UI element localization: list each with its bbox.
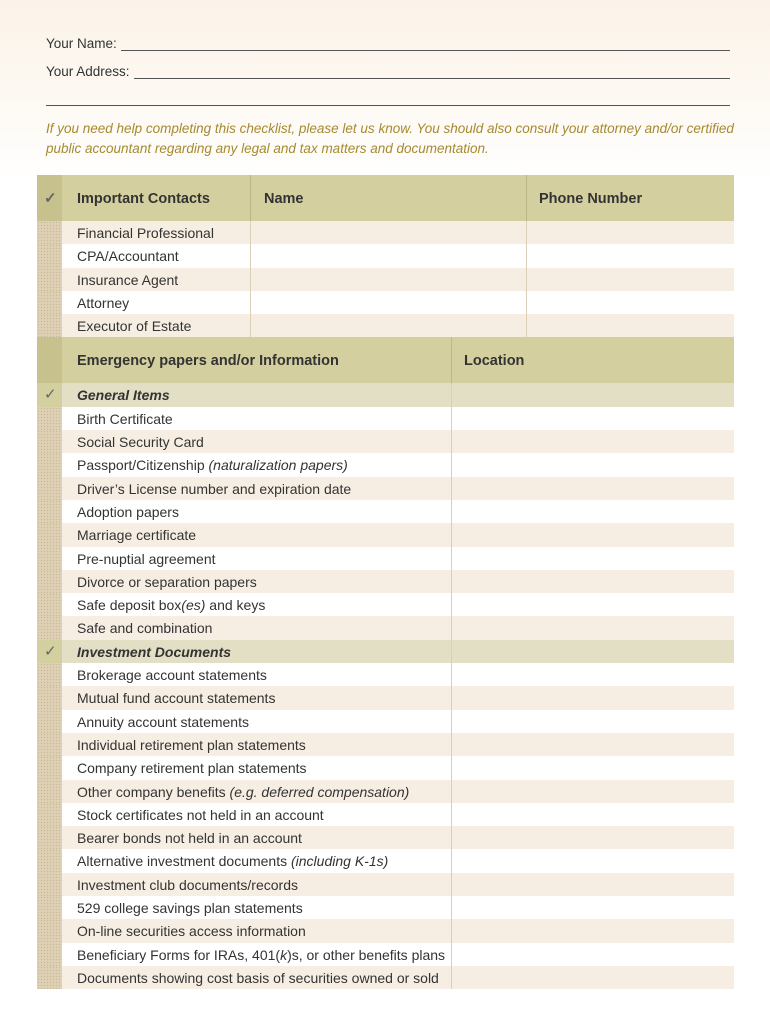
list-item[interactable]: Social Security Card	[37, 430, 734, 453]
check-box[interactable]	[37, 780, 62, 803]
check-box[interactable]	[37, 477, 62, 500]
check-icon: ✓	[44, 190, 57, 207]
check-box[interactable]	[37, 663, 62, 686]
list-item[interactable]: Bearer bonds not held in an account	[37, 826, 734, 849]
contact-row[interactable]	[37, 221, 734, 244]
your-address-label: Your Address:	[46, 64, 130, 79]
your-name-field[interactable]	[46, 36, 730, 51]
check-box[interactable]	[37, 547, 62, 570]
check-box[interactable]	[37, 943, 62, 966]
contact-label: Insurance Agent	[77, 271, 179, 288]
check-box[interactable]	[37, 873, 62, 896]
check-box[interactable]	[37, 919, 62, 942]
check-box[interactable]	[37, 244, 62, 267]
list-item[interactable]: 529 college savings plan statements	[37, 896, 734, 919]
contact-label: Executor of Estate	[77, 318, 192, 335]
list-item[interactable]: Adoption papers	[37, 500, 734, 523]
check-box[interactable]	[37, 733, 62, 756]
check-box[interactable]	[37, 314, 62, 337]
check-box[interactable]	[37, 430, 62, 453]
header-important-contacts: Important Contacts	[77, 191, 210, 207]
check-box[interactable]	[37, 756, 62, 779]
your-address-line[interactable]	[134, 66, 730, 79]
list-item[interactable]: Annuity account statements	[37, 710, 734, 733]
list-item[interactable]: Documents showing cost basis of securities owned or sold	[37, 966, 734, 989]
your-name-line[interactable]	[121, 38, 730, 51]
list-item[interactable]: Stock certificates not held in an account	[37, 803, 734, 826]
check-box[interactable]	[37, 826, 62, 849]
list-item[interactable]: Marriage certificate	[37, 523, 734, 546]
list-item[interactable]: Individual retirement plan statements	[37, 733, 734, 756]
header-name: Name	[264, 191, 304, 207]
check-icon: ✓	[44, 642, 57, 660]
section-title: General Items	[77, 387, 170, 404]
check-box[interactable]	[37, 291, 62, 314]
contact-row[interactable]	[37, 268, 734, 291]
section-general-items	[37, 383, 734, 406]
check-box[interactable]	[37, 593, 62, 616]
list-item[interactable]: Alternative investment documents (including K-1s)	[37, 849, 734, 872]
contact-label: Financial Professional	[77, 225, 214, 241]
intro-text: If you need help completing this checklist, please let us know. You should also consult your attorney and/or certified public accountant regarding any legal and tax matters and documentation.	[46, 121, 734, 156]
your-address-field[interactable]	[46, 64, 730, 79]
check-box[interactable]	[37, 570, 62, 593]
list-item[interactable]: Pre-nuptial agreement	[37, 547, 734, 570]
contact-row[interactable]	[37, 244, 734, 267]
important-contacts-table	[37, 175, 734, 989]
list-item[interactable]: Brokerage account statements	[37, 663, 734, 686]
check-box[interactable]	[37, 849, 62, 872]
header-emergency-papers: Emergency papers and/or Information	[77, 353, 339, 370]
contact-row[interactable]	[37, 291, 734, 314]
list-item[interactable]: Passport/Citizenship (naturalization papers)	[37, 453, 734, 476]
check-box[interactable]	[37, 710, 62, 733]
check-box[interactable]	[37, 803, 62, 826]
list-item[interactable]: Mutual fund account statements	[37, 686, 734, 709]
address-continuation-line[interactable]	[46, 105, 730, 106]
check-box[interactable]	[37, 453, 62, 476]
list-item[interactable]: On-line securities access information	[37, 919, 734, 942]
contact-label: CPA/Accountant	[77, 248, 179, 265]
check-box[interactable]	[37, 221, 62, 244]
check-box[interactable]	[37, 686, 62, 709]
list-item[interactable]: Investment club documents/records	[37, 873, 734, 896]
list-item[interactable]: Beneficiary Forms for IRAs, 401(k)s, or other benefits plans	[37, 943, 734, 966]
list-item[interactable]: Safe and combination	[37, 616, 734, 639]
section-investment-documents	[37, 640, 734, 663]
check-box[interactable]	[37, 268, 62, 291]
check-box[interactable]	[37, 500, 62, 523]
section-title: Investment Documents	[77, 643, 232, 660]
list-item[interactable]: Driver’s License number and expiration date	[37, 477, 734, 500]
list-item[interactable]: Birth Certificate	[37, 407, 734, 430]
check-box[interactable]	[37, 523, 62, 546]
header-phone-number: Phone Number	[539, 191, 643, 207]
check-icon: ✓	[44, 386, 57, 404]
header-location: Location	[464, 353, 525, 370]
check-box[interactable]	[37, 407, 62, 430]
contacts-header-row	[37, 175, 734, 221]
your-name-label: Your Name:	[46, 36, 117, 51]
list-item[interactable]: Safe deposit box(es) and keys	[37, 593, 734, 616]
check-box[interactable]	[37, 896, 62, 919]
contact-row[interactable]	[37, 314, 734, 337]
list-item[interactable]: Divorce or separation papers	[37, 570, 734, 593]
list-item[interactable]: Other company benefits (e.g. deferred compensation)	[37, 780, 734, 803]
contact-label: Attorney	[77, 294, 130, 311]
check-box[interactable]	[37, 616, 62, 639]
list-item[interactable]: Company retirement plan statements	[37, 756, 734, 779]
papers-header-row	[37, 337, 734, 383]
check-box[interactable]	[37, 966, 62, 989]
